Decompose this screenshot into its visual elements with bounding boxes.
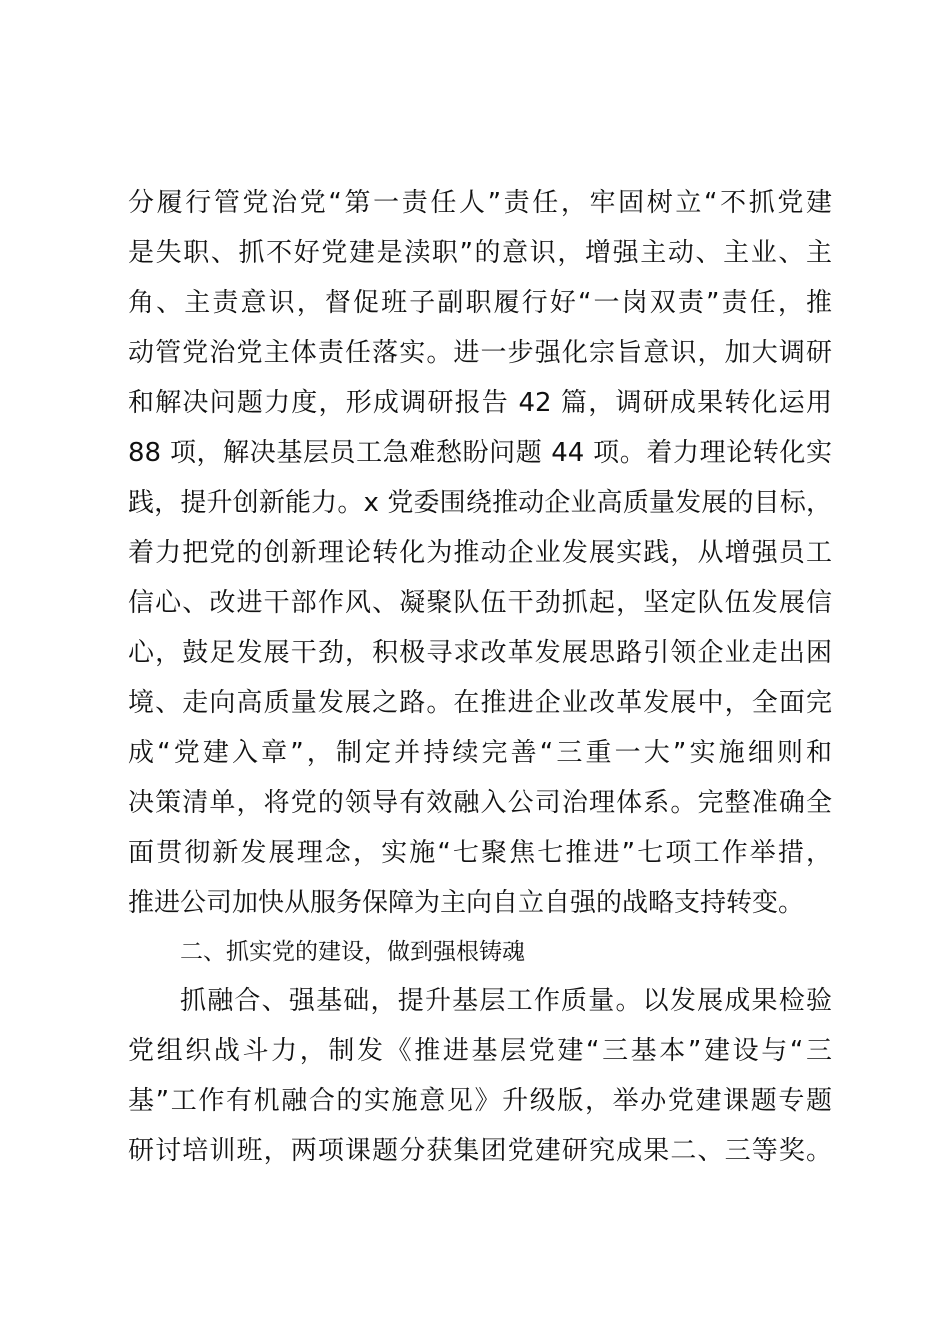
text-line: 境、走向高质量发展之路。在推进企业改革发展中，全面完: [128, 688, 832, 718]
text-line: 动管党治党主体责任落实。进一步强化宗旨意识，加大调研: [128, 338, 832, 368]
text-line: 面贯彻新发展理念，实施“七聚焦七推进”七项工作举措，: [128, 838, 832, 868]
paragraph-1: [128, 178, 832, 928]
text-line: 信心、改进干部作风、凝聚队伍干劲抓起，坚定队伍发展信: [128, 588, 832, 618]
text-line: 心，鼓足发展干劲，积极寻求改革发展思路引领企业走出困: [128, 638, 832, 668]
text-line: 研讨培训班，两项课题分获集团党建研究成果二、三等奖。: [128, 1136, 832, 1166]
text-line: 着力把党的创新理论转化为推动企业发展实践，从增强员工: [128, 538, 832, 568]
text-line: 是失职、抓不好党建是渎职”的意识，增强主动、主业、主: [128, 238, 832, 268]
paragraph-2: [128, 976, 832, 1176]
text-line: 基”工作有机融合的实施意见》升级版，举办党建课题专题: [128, 1086, 832, 1116]
text-line: 成“党建入章”，制定并持续完善“三重一大”实施细则和: [128, 738, 832, 768]
text-line: 角、主责意识，督促班子副职履行好“一岗双责”责任，推: [128, 288, 832, 318]
text-line: 践，提升创新能力。x 党委围绕推动企业高质量发展的目标，: [128, 488, 832, 518]
text-line: 抓融合、强基础，提升基层工作质量。以发展成果检验: [180, 986, 832, 1016]
text-line: 分履行管党治党“第一责任人”责任，牢固树立“不抓党建: [128, 188, 832, 218]
text-line: 推进公司加快从服务保障为主向自立自强的战略支持转变。: [128, 888, 805, 918]
section-heading: 二、抓实党的建设，做到强根铸魂: [180, 939, 525, 965]
text-line: 88 项，解决基层员工急难愁盼问题 44 项。着力理论转化实: [128, 438, 832, 468]
text-line: 和解决问题力度，形成调研报告 42 篇，调研成果转化运用: [128, 388, 832, 418]
text-line: 决策清单，将党的领导有效融入公司治理体系。完整准确全: [128, 788, 832, 818]
text-line: 党组织战斗力，制发《推进基层党建“三基本”建设与“三: [128, 1036, 832, 1066]
document-body: [128, 178, 832, 1176]
